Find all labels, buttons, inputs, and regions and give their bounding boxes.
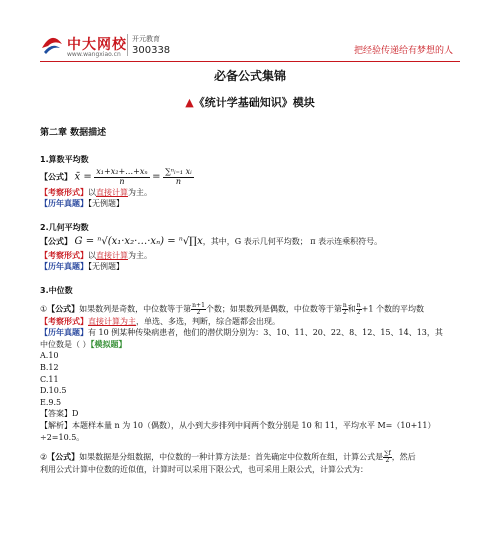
geometric-formula: G = ⁿ√(x₁·x₂·…·xₙ) = ⁿ√∏x bbox=[74, 236, 203, 248]
sum-fraction: $\frac{\text{∑ⁿᵢ₌₁ xᵢ}}{n}$ bbox=[165, 166, 192, 186]
header-rule bbox=[40, 61, 460, 62]
formula-line-2: 利用公式计算中位数的近似值，计算时可以采用下限公式，也可采用上限公式，计算公式为： bbox=[40, 465, 368, 475]
answer-line: 【答案】D bbox=[40, 409, 79, 419]
mean-symbol: x̄ = bbox=[74, 171, 92, 183]
brand-subtitle: 开元教育 bbox=[132, 35, 160, 43]
stock-code: 300338 bbox=[132, 45, 171, 56]
section-heading: 3.中位数 bbox=[40, 286, 73, 296]
doc-subtitle: ▲《统计学基础知识》模块 bbox=[185, 96, 315, 110]
question-line-2: 中位数是（ ）【模拟题】 bbox=[40, 338, 127, 349]
section-heading: 1.算数平均数 bbox=[40, 155, 89, 165]
formula-line: 【公式】 G = ⁿ√(x₁·x₂·…·xₙ) = ⁿ√∏x，其中，G 表示几何平均数； π 表示连乘积符号。 bbox=[40, 236, 383, 248]
option-b: B.12 bbox=[40, 363, 59, 372]
formula-line: ①【公式】如果数列是奇数，中位数等于第 $\frac{n+1}{2}$ 个数；如果数列是偶数，中位数等于第 $\frac{n}{2}$ 和 $\frac{n}{2}$ +1 个数的平均数 bbox=[40, 301, 424, 316]
option-e: E.9.5 bbox=[40, 397, 62, 407]
header-divider bbox=[127, 34, 128, 56]
page-header bbox=[0, 0, 499, 62]
doc-title: 必备公式集锦 bbox=[213, 69, 286, 83]
brand-url: www.wangxiao.cn bbox=[67, 51, 121, 58]
exam-form-line: 【考察形式】直接计算为主，单选、多选，判断，综合题都会出现。 bbox=[40, 315, 280, 326]
formula-line: ②【公式】如果数据是分组数据，中位数的一种计算方法是：首先确定中位数所在组，计算公式是 $\frac{\sum f}{2}$ ，然后 bbox=[40, 450, 416, 465]
formula-line: 【公式】 x̄ = $\frac{\text{x₁+x₂+…+xₙ}}{n}$ = $\frac{\text{∑ⁿᵢ₌₁ xᵢ}}{n}$ bbox=[40, 166, 192, 186]
brand-name: 中大网校 bbox=[67, 37, 127, 53]
slogan: 把经验传递给有梦想的人 bbox=[353, 46, 453, 56]
analysis-line-2: ÷2=10.5。 bbox=[40, 432, 85, 442]
section-heading: 2.几何平均数 bbox=[40, 222, 89, 232]
brand-logo-icon bbox=[40, 34, 64, 56]
document-body bbox=[40, 68, 460, 476]
chapter-heading: 第二章 数据描述 bbox=[40, 128, 107, 139]
mean-fraction: $\frac{\text{x₁+x₂+…+xₙ}}{n}$ bbox=[96, 166, 148, 186]
triangle-icon: ▲ bbox=[185, 96, 194, 110]
analysis-line: 【解析】本题样本量 n 为 10（偶数），从小到大步排列中间两个数分别是 10 和 11，平均水平 M=（10+11） bbox=[40, 420, 436, 430]
question-line: 【历年真题】有 10 例某种传染病患者，他们的潜伏期分别为：3、10、11、20、22、8、12、15、14、13，其 bbox=[40, 327, 443, 338]
option-a: A.10 bbox=[40, 351, 59, 361]
exam-form-line: 【考察形式】以直接计算为主。 bbox=[40, 186, 152, 197]
option-d: D.10.5 bbox=[40, 386, 67, 396]
option-c: C.11 bbox=[40, 374, 59, 384]
past-exam-line: 【历年真题】【无例题】 bbox=[40, 261, 124, 272]
past-exam-line: 【历年真题】【无例题】 bbox=[40, 198, 124, 209]
exam-form-line: 【考察形式】以直接计算为主。 bbox=[40, 249, 152, 260]
